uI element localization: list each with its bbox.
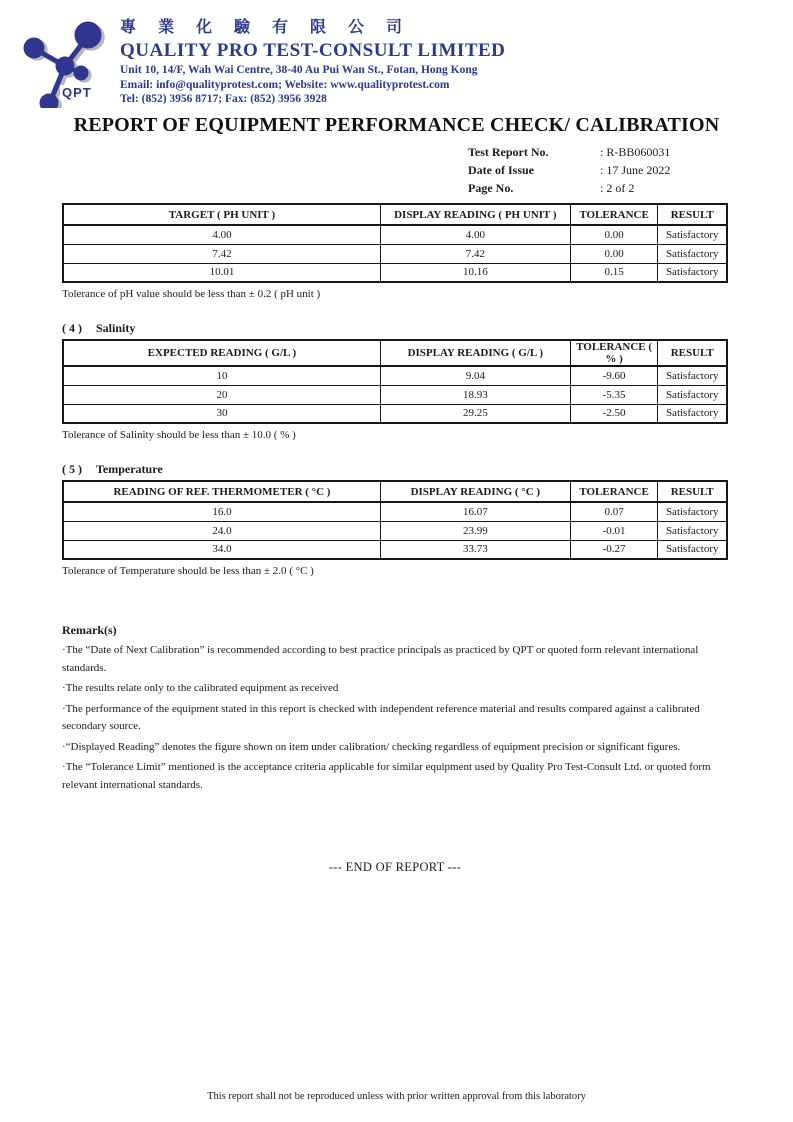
date-of-issue-label: Date of Issue xyxy=(468,163,534,177)
company-name-chinese: 專 業 化 驗 有 限 公 司 xyxy=(120,19,412,36)
remark-item: ·The performance of the equipment stated in this report is checked with independent reference material and results compared against a calibrated secondary source. xyxy=(62,702,700,732)
table-cell: Satisfactory xyxy=(658,244,727,263)
table-cell: 20 xyxy=(63,385,380,404)
table-cell: 10.16 xyxy=(380,263,570,282)
salinity-tolerance-note: Tolerance of Salinity should be less than ± 10.0 ( % ) xyxy=(62,429,296,441)
section-heading-salinity xyxy=(62,321,728,336)
column-header: DISPLAY READING ( G/L ) xyxy=(380,340,570,366)
column-header: TOLERANCE xyxy=(570,204,658,225)
section-number: ( 5 ) xyxy=(62,462,82,476)
column-header: DISPLAY READING ( °C ) xyxy=(380,481,570,502)
table-cell: -0.27 xyxy=(570,540,658,559)
table-row xyxy=(63,404,727,423)
salinity-calibration-table xyxy=(62,339,728,424)
report-body xyxy=(62,203,728,875)
table-cell: 30 xyxy=(63,404,380,423)
table-row xyxy=(63,366,727,385)
table-cell: 0.00 xyxy=(570,225,658,244)
column-header: TOLERANCE xyxy=(570,481,658,502)
table-cell: 24.0 xyxy=(63,521,380,540)
report-number-label: Test Report No. xyxy=(468,145,549,159)
table-cell: 0.15 xyxy=(570,263,658,282)
column-header: TOLERANCE ( % ) xyxy=(570,340,658,366)
end-of-report-marker: --- END OF REPORT --- xyxy=(328,860,462,874)
table-cell: Satisfactory xyxy=(658,263,727,282)
table-cell: Satisfactory xyxy=(658,540,727,559)
page-number-value: : 2 of 2 xyxy=(600,181,635,195)
section-heading-temperature xyxy=(62,462,728,477)
report-info-row xyxy=(468,179,793,197)
table-cell: 16.0 xyxy=(63,502,380,521)
table-cell: Satisfactory xyxy=(658,366,727,385)
table-row xyxy=(63,521,727,540)
remark-item: ·The results relate only to the calibrated equipment as received xyxy=(62,682,339,694)
column-header: DISPLAY READING ( PH UNIT ) xyxy=(380,204,570,225)
temperature-calibration-table xyxy=(62,480,728,560)
table-cell: 23.99 xyxy=(380,521,570,540)
page-number-label: Page No. xyxy=(468,181,514,195)
table-cell: 16.07 xyxy=(380,502,570,521)
column-header: READING OF REF. THERMOMETER ( °C ) xyxy=(63,481,380,502)
date-of-issue-value: : 17 June 2022 xyxy=(600,163,671,177)
table-cell: 0.00 xyxy=(570,244,658,263)
molecule-logo-icon xyxy=(12,10,112,108)
table-cell: Satisfactory xyxy=(658,521,727,540)
table-cell: 34.0 xyxy=(63,540,380,559)
table-cell: -2.50 xyxy=(570,404,658,423)
table-cell: 9.04 xyxy=(380,366,570,385)
table-cell: 18.93 xyxy=(380,385,570,404)
remark-item: ·The “Tolerance Limit” mentioned is the acceptance criteria applicable for similar equipment used by Quality Pro Test-Consult Ltd. or quoted form relevant international standards. xyxy=(62,761,711,791)
column-header: TARGET ( PH UNIT ) xyxy=(63,204,380,225)
table-cell: 4.00 xyxy=(63,225,380,244)
letterhead xyxy=(0,0,793,108)
table-cell: -5.35 xyxy=(570,385,658,404)
table-cell: 4.00 xyxy=(380,225,570,244)
ph-tolerance-note: Tolerance of pH value should be less than ± 0.2 ( pH unit ) xyxy=(62,288,321,300)
company-contact-tel-fax: Tel: (852) 3956 8717; Fax: (852) 3956 3928 xyxy=(120,93,327,105)
table-row xyxy=(63,263,727,282)
column-header: RESULT xyxy=(658,481,727,502)
company-address: Unit 10, 14/F, Wah Wai Centre, 38-40 Au Pui Wan St., Fotan, Hong Kong xyxy=(120,64,478,76)
report-info-row xyxy=(468,143,793,161)
letterhead-text xyxy=(112,10,505,108)
section-title: Salinity xyxy=(96,321,136,335)
table-cell: Satisfactory xyxy=(658,385,727,404)
logo-monogram: QPT xyxy=(62,85,92,100)
table-cell: Satisfactory xyxy=(658,404,727,423)
column-header: EXPECTED READING ( G/L ) xyxy=(63,340,380,366)
report-number-value: : R-BB060031 xyxy=(600,145,671,159)
table-row xyxy=(63,385,727,404)
ph-calibration-table xyxy=(62,203,728,283)
report-info xyxy=(468,143,793,197)
table-cell: 10.01 xyxy=(63,263,380,282)
company-contact-email-website: Email: info@qualityprotest.com; Website: www.qualityprotest.com xyxy=(120,78,450,91)
reproduction-notice: This report shall not be reproduced unless with prior written approval from this laboratory xyxy=(207,1091,586,1102)
table-cell: Satisfactory xyxy=(658,225,727,244)
temperature-tolerance-note: Tolerance of Temperature should be less than ± 2.0 ( °C ) xyxy=(62,565,314,577)
table-row xyxy=(63,540,727,559)
table-cell: 33.73 xyxy=(380,540,570,559)
section-number: ( 4 ) xyxy=(62,321,82,335)
page-title: REPORT OF EQUIPMENT PERFORMANCE CHECK/ CALIBRATION xyxy=(73,114,720,136)
table-cell: -0.01 xyxy=(570,521,658,540)
remarks-heading: Remark(s) xyxy=(62,623,117,637)
table-cell: 10 xyxy=(63,366,380,385)
section-title: Temperature xyxy=(96,462,163,476)
table-cell: 0.07 xyxy=(570,502,658,521)
table-cell: 29.25 xyxy=(380,404,570,423)
report-info-row xyxy=(468,161,793,179)
table-cell: 7.42 xyxy=(380,244,570,263)
remark-item: ·The “Date of Next Calibration” is recommended according to best practice principals as practiced by QPT or quoted form relevant international standards. xyxy=(62,644,699,674)
table-cell: 7.42 xyxy=(63,244,380,263)
company-logo xyxy=(12,10,112,108)
table-cell: -9.60 xyxy=(570,366,658,385)
company-name-english: QUALITY PRO TEST-CONSULT LIMITED xyxy=(120,40,506,61)
remarks-section xyxy=(62,623,728,794)
table-cell: Satisfactory xyxy=(658,502,727,521)
table-row xyxy=(63,225,727,244)
remark-item: ·“Displayed Reading” denotes the figure shown on item under calibration/ checking regardless of equipment precision or significant figures. xyxy=(62,740,681,753)
table-row xyxy=(63,502,727,521)
column-header: RESULT xyxy=(658,340,727,366)
table-row xyxy=(63,244,727,263)
column-header: RESULT xyxy=(658,204,727,225)
